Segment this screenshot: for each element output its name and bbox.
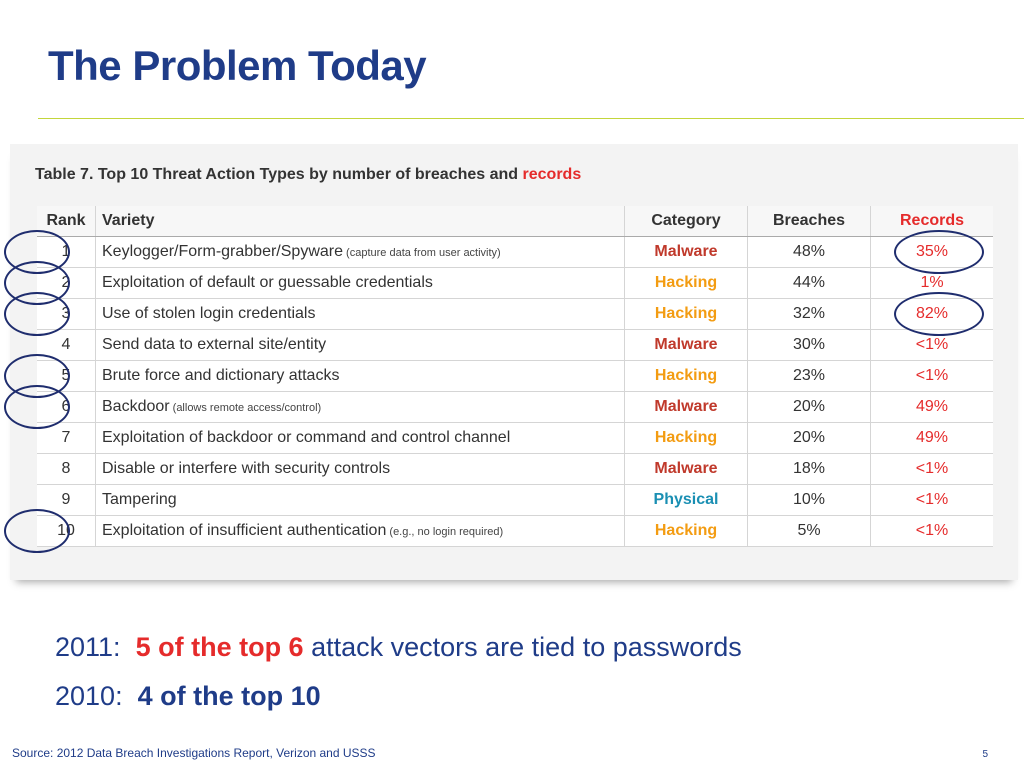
table-row: [37, 392, 993, 423]
cell-variety: [96, 423, 625, 454]
header-records: Records: [871, 206, 994, 237]
cell-variety: [96, 516, 625, 547]
table-row: [37, 516, 993, 547]
cell-rank: 5: [37, 361, 96, 392]
cell-rank: 1: [37, 237, 96, 268]
variety-note: (e.g., no login required): [386, 526, 504, 538]
records-highlight-circle: [894, 292, 984, 336]
cell-category: Malware: [625, 237, 748, 268]
table-row: [37, 361, 993, 392]
cell-category: Malware: [625, 330, 748, 361]
slide-title: The Problem Today: [48, 42, 427, 89]
rank-highlight-circle: [4, 509, 70, 553]
cell-records: 1%: [871, 268, 994, 299]
variety-text: Send data to external site/entity: [102, 336, 327, 353]
stat-2011-rest: attack vectors are tied to passwords: [303, 632, 742, 662]
cell-rank: 3: [37, 299, 96, 330]
cell-rank: 4: [37, 330, 96, 361]
stat-2010-highlight: 4 of the top 10: [137, 681, 321, 711]
table-row: [37, 485, 993, 516]
cell-breaches: 32%: [748, 299, 871, 330]
threat-table: [37, 206, 993, 547]
cell-variety: [96, 268, 625, 299]
cell-variety: [96, 330, 625, 361]
title-divider: [38, 118, 1024, 119]
table-row: [37, 330, 993, 361]
variety-text: Backdoor: [102, 398, 170, 415]
rank-highlight-circle: [4, 385, 70, 429]
table-row: [37, 454, 993, 485]
cell-variety: [96, 454, 625, 485]
cell-records: 49%: [871, 423, 994, 454]
header-breaches: Breaches: [748, 206, 871, 237]
variety-note: (capture data from user activity): [343, 247, 501, 259]
table-caption-highlight: records: [522, 166, 582, 183]
cell-breaches: 10%: [748, 485, 871, 516]
table-caption-prefix: Table 7. Top 10 Threat Action Types by number of breaches and: [35, 166, 523, 183]
header-category: Category: [625, 206, 748, 237]
stat-2011-year: 2011:: [55, 632, 121, 662]
cell-rank: 9: [37, 485, 96, 516]
stat-2011-highlight: 5 of the top 6: [135, 632, 304, 662]
cell-breaches: 20%: [748, 392, 871, 423]
table-row: [37, 423, 993, 454]
table-figure: [10, 144, 1018, 580]
cell-records: 49%: [871, 392, 994, 423]
table-row: [37, 299, 993, 330]
cell-category: Hacking: [625, 268, 748, 299]
header-variety: Variety: [96, 206, 625, 237]
cell-rank: 10: [37, 516, 96, 547]
source-citation: Source: 2012 Data Breach Investigations Report, Verizon and USSS: [12, 746, 376, 760]
records-highlight-circle: [894, 230, 984, 274]
variety-text: Disable or interfere with security controls: [102, 460, 391, 477]
cell-category: Malware: [625, 454, 748, 485]
variety-note: (allows remote access/control): [169, 402, 322, 414]
cell-records: <1%: [871, 330, 994, 361]
variety-text: Exploitation of insufficient authentication: [102, 522, 387, 539]
variety-text: Keylogger/Form-grabber/Spyware: [102, 243, 343, 260]
cell-records: <1%: [871, 516, 994, 547]
cell-rank: 2: [37, 268, 96, 299]
cell-records: 35%: [871, 237, 994, 268]
cell-category: Malware: [625, 392, 748, 423]
cell-rank: 8: [37, 454, 96, 485]
rank-highlight-circle: [4, 292, 70, 336]
cell-breaches: 23%: [748, 361, 871, 392]
cell-rank: 6: [37, 392, 96, 423]
header-rank: Rank: [37, 206, 96, 237]
cell-variety: [96, 237, 625, 268]
variety-text: Exploitation of default or guessable credentials: [102, 274, 433, 291]
cell-category: Hacking: [625, 299, 748, 330]
stat-2011: [55, 632, 742, 663]
page-number: 5: [982, 749, 988, 760]
table-row: [37, 237, 993, 268]
variety-text: Brute force and dictionary attacks: [102, 367, 340, 384]
table-caption: [35, 166, 581, 184]
cell-breaches: 18%: [748, 454, 871, 485]
stat-2010: [55, 681, 321, 712]
cell-breaches: 30%: [748, 330, 871, 361]
cell-variety: [96, 485, 625, 516]
cell-records: <1%: [871, 485, 994, 516]
variety-text: Use of stolen login credentials: [102, 305, 316, 322]
variety-text: Tampering: [102, 491, 177, 508]
cell-records: <1%: [871, 361, 994, 392]
cell-breaches: 48%: [748, 237, 871, 268]
cell-rank: 7: [37, 423, 96, 454]
cell-breaches: 20%: [748, 423, 871, 454]
table-body: [37, 237, 993, 547]
cell-category: Physical: [625, 485, 748, 516]
table-header-row: [37, 206, 993, 237]
cell-category: Hacking: [625, 516, 748, 547]
cell-category: Hacking: [625, 423, 748, 454]
cell-variety: [96, 299, 625, 330]
variety-text: Exploitation of backdoor or command and control channel: [102, 429, 511, 446]
cell-breaches: 44%: [748, 268, 871, 299]
cell-variety: [96, 392, 625, 423]
cell-records: <1%: [871, 454, 994, 485]
cell-records: 82%: [871, 299, 994, 330]
cell-variety: [96, 361, 625, 392]
cell-breaches: 5%: [748, 516, 871, 547]
cell-category: Hacking: [625, 361, 748, 392]
table-row: [37, 268, 993, 299]
stat-2010-year: 2010:: [55, 681, 123, 711]
